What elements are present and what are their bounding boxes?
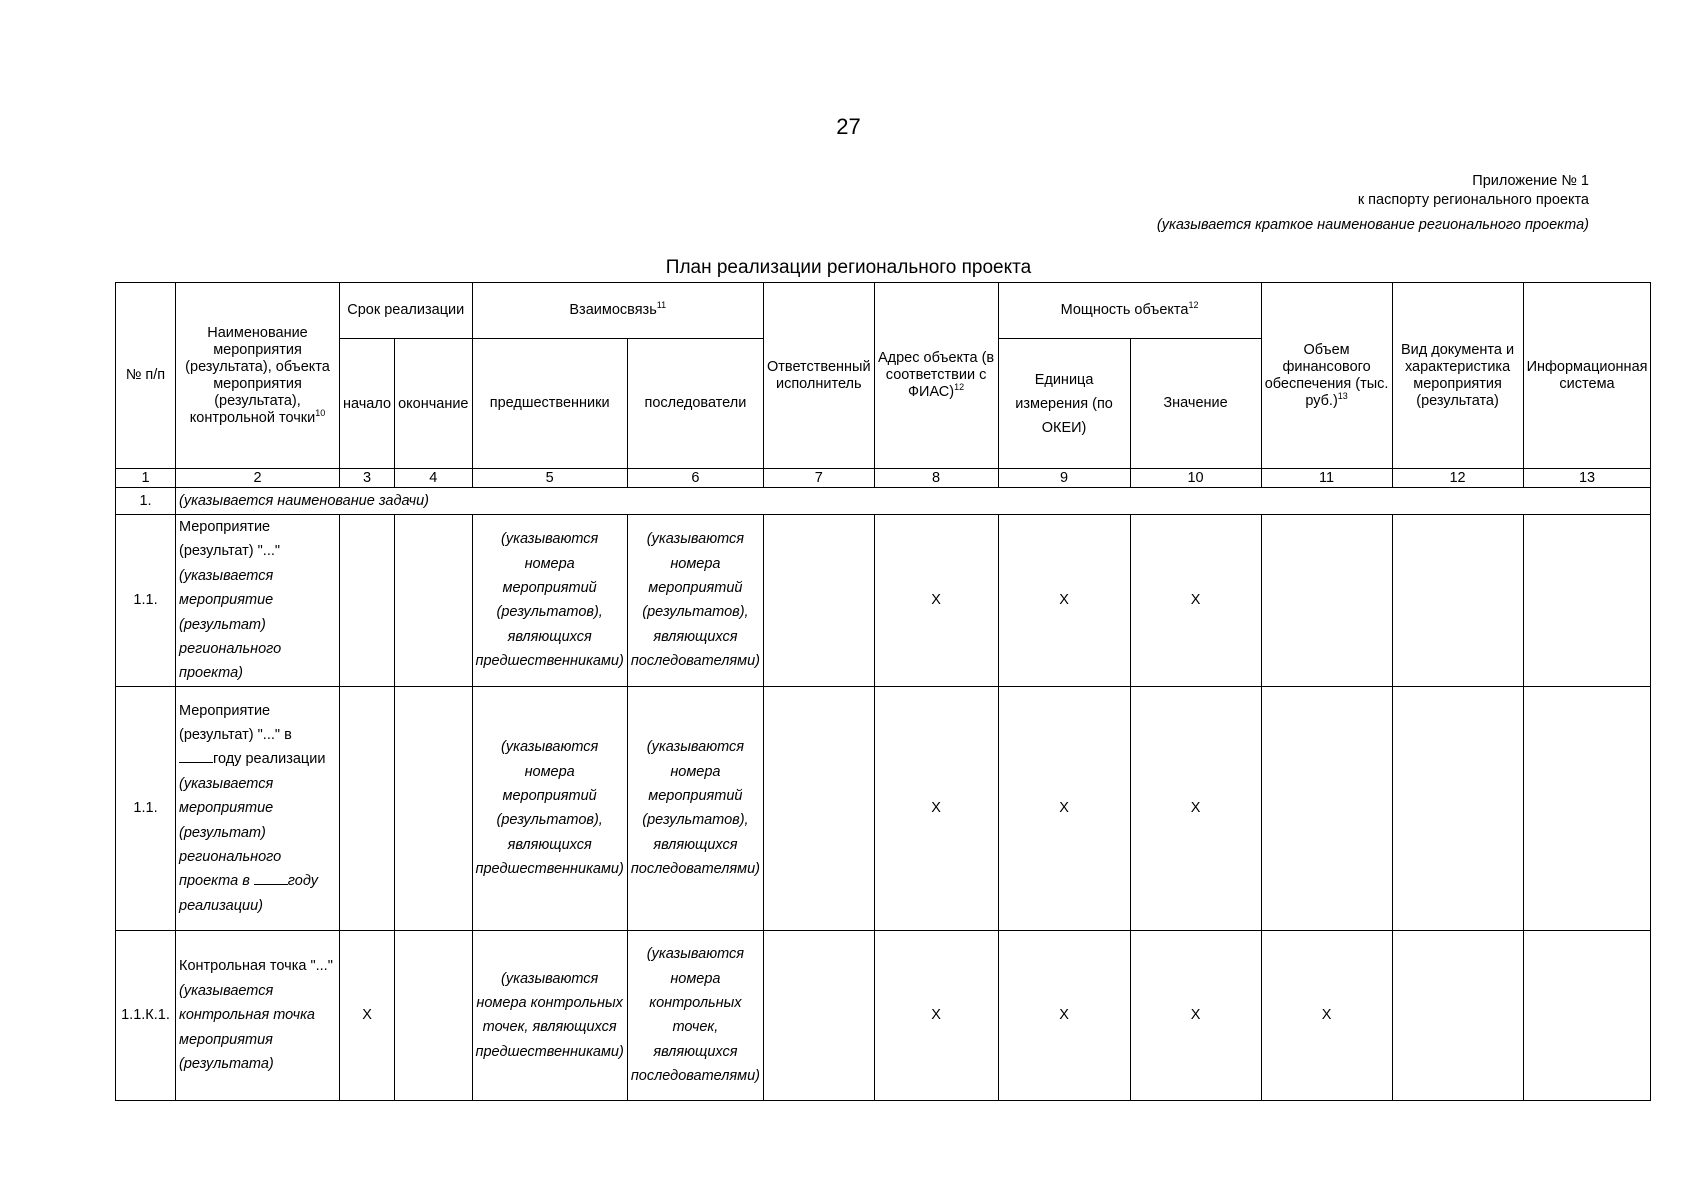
row-doc-type [1392, 686, 1523, 930]
row-successors: (указываются номера контрольных точек, являющихся последователями) [627, 930, 763, 1100]
row-unit: X [998, 930, 1130, 1100]
col-number: 6 [627, 469, 763, 488]
header-responsible: Ответственный исполнитель [764, 283, 875, 469]
header-predecessors: предшественники [472, 339, 627, 469]
row-end [395, 686, 472, 930]
col-number: 12 [1392, 469, 1523, 488]
header-finance: Объем финансового обеспечения (тыс. руб.)$^{13}$ [1261, 283, 1392, 469]
row-name: Мероприятие (результат) "..." в году реализации (указывается мероприятие (результат) регионального проекта в году реализации) [176, 686, 340, 930]
appendix-line-1: Приложение № 1 [1472, 173, 1589, 189]
row-name: Мероприятие (результат) "..." (указывается мероприятие (результат) регионального проекта) [176, 515, 340, 687]
header-unit: Единица измерения (по ОКЕИ) [998, 339, 1130, 469]
row-num: 1.1. [116, 686, 176, 930]
page-number: 27 [836, 114, 861, 139]
blank-line [254, 870, 288, 885]
row-end [395, 515, 472, 687]
row-successors: (указываются номера мероприятий (результатов), являющихся последователями) [627, 515, 763, 687]
row-finance: X [1261, 930, 1392, 1100]
task-num: 1. [116, 488, 176, 515]
row-address: X [874, 930, 998, 1100]
header-num: № п/п [116, 283, 176, 469]
row-finance [1261, 686, 1392, 930]
row-num: 1.1.К.1. [116, 930, 176, 1100]
col-number: 10 [1130, 469, 1261, 488]
task-row [116, 488, 1651, 515]
header-start: начало [340, 339, 395, 469]
row-info-system [1523, 930, 1651, 1100]
table-row [116, 515, 1651, 687]
row-finance [1261, 515, 1392, 687]
row-address: X [874, 686, 998, 930]
row-value: X [1130, 515, 1261, 687]
header-info-system: Информационная система [1523, 283, 1651, 469]
col-number: 3 [340, 469, 395, 488]
row-info-system [1523, 515, 1651, 687]
row-responsible [764, 930, 875, 1100]
blank-line [179, 748, 213, 763]
row-predecessors: (указываются номера контрольных точек, являющихся предшественниками) [472, 930, 627, 1100]
appendix-line-2: к паспорту регионального проекта [1357, 192, 1589, 208]
row-predecessors: (указываются номера мероприятий (результатов), являющихся предшественниками) [472, 686, 627, 930]
col-number: 8 [874, 469, 998, 488]
header-moshch: Мощность объекта$^{12}$ [998, 283, 1261, 339]
header-vzaim: Взаимосвязь$^{11}$ [472, 283, 764, 339]
header-end: окончание [395, 339, 472, 469]
row-num: 1.1. [116, 515, 176, 687]
header-address: Адрес объекта (в соответствии с ФИАС)$^{12}$ [874, 283, 998, 469]
col-number: 4 [395, 469, 472, 488]
row-unit: X [998, 686, 1130, 930]
document-title: План реализации регионального проекта [665, 257, 1032, 278]
row-predecessors: (указываются номера мероприятий (результатов), являющихся предшественниками) [472, 515, 627, 687]
column-numbers-row [116, 469, 1651, 488]
col-number: 5 [472, 469, 627, 488]
header-srok: Срок реализации [340, 283, 473, 339]
col-number: 1 [116, 469, 176, 488]
row-start [340, 686, 395, 930]
row-doc-type [1392, 515, 1523, 687]
col-number: 2 [176, 469, 340, 488]
row-successors: (указываются номера мероприятий (результатов), являющихся последователями) [627, 686, 763, 930]
row-name: Контрольная точка "..." (указывается контрольная точка мероприятия (результата) [176, 930, 340, 1100]
header-doc-type: Вид документа и характеристика мероприятия (результата) [1392, 283, 1523, 469]
row-info-system [1523, 686, 1651, 930]
row-end [395, 930, 472, 1100]
col-number: 9 [998, 469, 1130, 488]
task-text: (указывается наименование задачи) [176, 488, 1651, 515]
appendix-header [1157, 172, 1589, 235]
header-name: Наименование мероприятия (результата), объекта мероприятия (результата), контрольной точки$^{10}$ [176, 283, 340, 469]
col-number: 13 [1523, 469, 1651, 488]
row-address: X [874, 515, 998, 687]
col-number: 11 [1261, 469, 1392, 488]
header-successors: последователи [627, 339, 763, 469]
row-responsible [764, 686, 875, 930]
row-value: X [1130, 686, 1261, 930]
col-number: 7 [764, 469, 875, 488]
row-start [340, 515, 395, 687]
row-value: X [1130, 930, 1261, 1100]
row-doc-type [1392, 930, 1523, 1100]
plan-table [115, 282, 1651, 1101]
header-row-1 [116, 283, 1651, 339]
header-value: Значение [1130, 339, 1261, 469]
appendix-line-3: (указывается краткое наименование регионального проекта) [1156, 217, 1589, 233]
row-unit: X [998, 515, 1130, 687]
row-start: X [340, 930, 395, 1100]
table-row [116, 930, 1651, 1100]
row-responsible [764, 515, 875, 687]
table-row [116, 686, 1651, 930]
